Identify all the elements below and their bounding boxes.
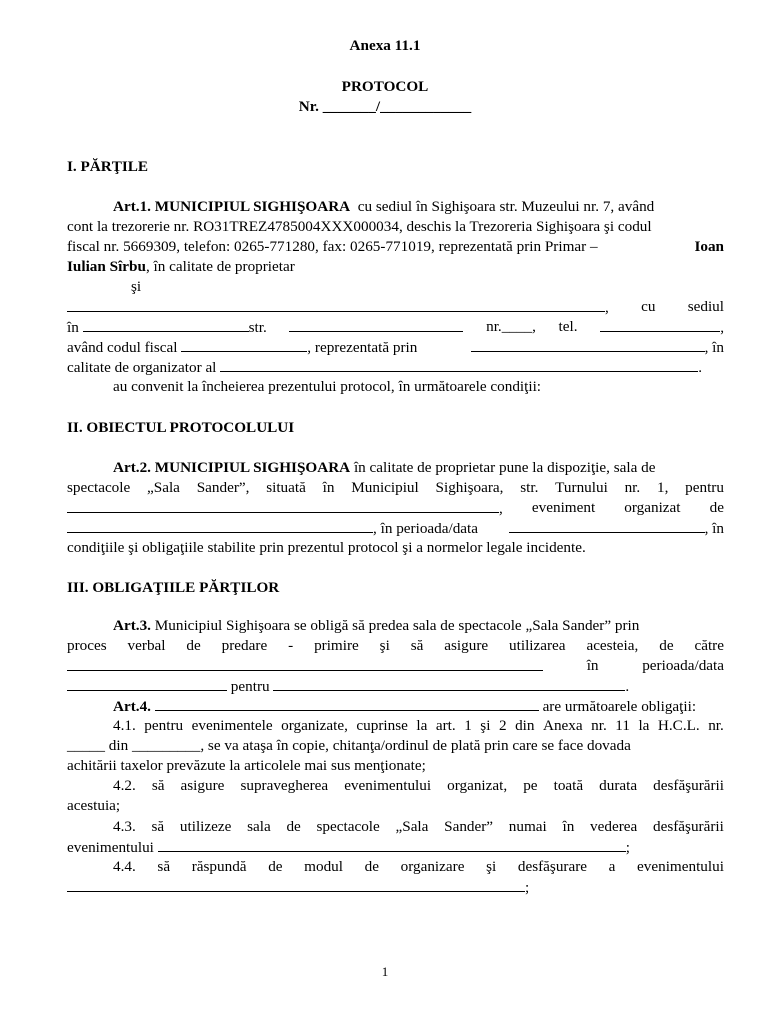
word: art. [435, 717, 456, 734]
word: utilizarea [509, 637, 566, 654]
in-word: în [67, 319, 79, 336]
party2-line2 [67, 317, 724, 337]
word: vederea [590, 818, 638, 835]
word: sala [247, 818, 271, 835]
period-date-blank [509, 518, 705, 533]
word: supravegherea [240, 777, 329, 794]
art1-line2: cont la trezorerie nr. RO31TREZ4785004XXX000034, deschis la Trezoreria Sighişoara şi codul [67, 218, 652, 235]
word: 2 [498, 717, 507, 734]
word: proces [67, 637, 107, 654]
word: eveniment [531, 499, 596, 516]
word: evenimentele [191, 717, 273, 734]
word: - [288, 637, 294, 654]
art2-line2 [67, 478, 724, 497]
semicolon: ; [525, 879, 530, 896]
art2-party: MUNICIPIUL SIGHIŞOARA [154, 459, 351, 476]
art1-line4 [67, 257, 295, 276]
section-heading-obligations: III. OBLIGAŢIILE PĂRŢILOR [67, 579, 280, 596]
protocol-number: Nr. _______/____________ [298, 98, 472, 115]
p41-line1 [113, 716, 724, 735]
word: evenimentului [637, 858, 724, 875]
art2-label: Art.2. [113, 459, 151, 476]
art1-mayor-first: Ioan [694, 238, 724, 255]
comma2: , [720, 319, 724, 336]
word: utilizeze [179, 818, 232, 835]
word: predare [221, 637, 268, 654]
word: primire [314, 637, 359, 654]
in-label: , în [704, 339, 724, 356]
word: situată [266, 479, 306, 496]
event-blank [158, 837, 626, 852]
and-word: şi [131, 278, 142, 295]
word: organizare [400, 858, 465, 875]
word: perioada/data [642, 657, 724, 674]
word: de [364, 858, 379, 875]
word: să [151, 777, 165, 794]
word: asigure [180, 777, 225, 794]
word: desfăşurării [653, 818, 724, 835]
word: „Sala [147, 479, 180, 496]
p42-line1 [113, 776, 724, 795]
art1-label: Art.1. [113, 198, 151, 215]
art1-line1-text: cu sediul în Sighişoara str. Muzeului nr. 7, având [357, 198, 655, 215]
word: în [322, 479, 335, 496]
word: organizate, [281, 717, 348, 734]
section-heading-parties: I. PĂRŢILE [67, 158, 149, 175]
party2-line4 [67, 357, 702, 377]
period-label: , în perioada/data [373, 520, 478, 537]
word: din [515, 717, 535, 734]
for-label: pentru [230, 678, 270, 695]
word: Sighişoara, [435, 479, 504, 496]
art3-line1-text: Municipiul Sighişoara se obligă să predea sala de spectacole „Sala Sander” prin [154, 617, 640, 634]
word: de [659, 637, 674, 654]
p43-line2 [67, 837, 630, 857]
art2-line3 [67, 498, 724, 518]
word: şi [379, 637, 390, 654]
word: 1 [464, 717, 472, 734]
word: Municipiul [351, 479, 419, 496]
nr-label: nr.____, [486, 318, 536, 335]
art1-line1 [113, 197, 654, 216]
word: 1, [656, 479, 669, 496]
word: de [286, 818, 301, 835]
word: modul [304, 858, 343, 875]
word: organizat, [447, 777, 508, 794]
word: 4.4. [113, 858, 136, 875]
word: toată [553, 777, 584, 794]
word: Turnului [555, 479, 608, 496]
word: 4.3. [113, 818, 136, 835]
word: de [709, 499, 724, 516]
art1-line3 [67, 237, 724, 256]
page-number: 1 [381, 964, 389, 979]
p41-line2: _____ din _________, se va ataşa în copie, chitanţa/ordinul de plată prin care se face dovada [67, 737, 631, 754]
word: şi [480, 717, 491, 734]
word: str. [520, 479, 539, 496]
word: în [562, 818, 575, 835]
word: Anexa [543, 717, 583, 734]
p43-line1 [113, 817, 724, 836]
art4-label: Art.4. [113, 698, 151, 715]
organizer-blank [220, 357, 698, 372]
word: spectacole [316, 818, 380, 835]
word: 4.1. [113, 717, 136, 734]
date-blank [67, 676, 227, 691]
word: „Sala [395, 818, 429, 835]
representative-blank [471, 337, 705, 352]
word: nr. [591, 717, 607, 734]
period: . [698, 359, 702, 376]
art1-party: MUNICIPIUL SIGHIŞOARA [154, 198, 351, 215]
art3-label: Art.3. [113, 617, 151, 634]
word: răspundă [191, 858, 247, 875]
agreement-line: au convenit la încheierea prezentului protocol, în următoarele condiţii: [113, 378, 542, 395]
event-name-blank [67, 518, 373, 533]
organizer-label: calitate de organizator al [67, 359, 217, 376]
city-blank [83, 317, 249, 332]
purpose-blank [273, 676, 625, 691]
with-word: cu [641, 298, 656, 315]
word: organizat [624, 499, 681, 516]
word: să [410, 637, 424, 654]
event-blank-2 [67, 877, 525, 892]
party2-name-blank [67, 297, 605, 312]
in-label: , în [704, 520, 724, 537]
word: de [268, 858, 283, 875]
comma: , [605, 299, 609, 316]
art4-party-blank [155, 696, 539, 711]
word: pentru [144, 717, 184, 734]
comma: , [499, 500, 503, 517]
word: cuprinse [356, 717, 408, 734]
word: numai [508, 818, 547, 835]
art1-line4-text: , în calitate de proprietar [145, 258, 295, 275]
p44-line2 [67, 877, 529, 897]
word: a [608, 858, 616, 875]
phone-blank [600, 317, 720, 332]
word: evenimentului [344, 777, 432, 794]
party2-line3 [67, 337, 724, 357]
word: către [694, 637, 724, 654]
word: nr. [708, 717, 724, 734]
word: Sander”, [196, 479, 250, 496]
art3-line4 [67, 676, 629, 696]
tel-label: tel. [558, 318, 578, 335]
section-heading-object: II. OBIECTUL PROTOCOLULUI [67, 419, 295, 436]
street-blank [289, 317, 463, 332]
art1-mayor-name: Iulian Sîrbu [67, 258, 146, 275]
p44-line1 [113, 857, 724, 876]
str-label: str. [248, 319, 267, 336]
fiscal-code-label: având codul fiscal [67, 339, 178, 356]
word: la [416, 717, 428, 734]
art3-line1 [113, 616, 639, 635]
word: 11 [615, 717, 630, 734]
word: desfăşurare [517, 858, 588, 875]
fiscal-code-blank [181, 337, 307, 352]
word: în [586, 657, 599, 674]
word: pentru [685, 479, 724, 496]
word: de [186, 637, 201, 654]
art2-line1-text: în calitate de proprietar pune la dispoziţie, sala de [353, 459, 656, 476]
recipient-blank [67, 656, 543, 671]
word: să [151, 818, 165, 835]
word: să [157, 858, 171, 875]
art4-text: are următoarele obligaţii: [542, 698, 697, 715]
p41-line3: achitării taxelor prevăzute la articolele mai sus menţionate; [67, 757, 426, 774]
organizer-name-blank [67, 498, 499, 513]
art4-line [113, 696, 696, 716]
word: nr. [624, 479, 641, 496]
word: acesteia, [586, 637, 639, 654]
word: la [638, 717, 650, 734]
semicolon: ; [625, 839, 630, 856]
word: pe [523, 777, 538, 794]
word: H.C.L. [657, 717, 700, 734]
art1-line3-text: fiscal nr. 5669309, telefon: 0265-771280, fax: 0265-771019, reprezentată prin Primar – [67, 238, 598, 255]
annex-label: Anexa 11.1 [349, 37, 421, 54]
represented-label: , reprezentată prin [307, 339, 418, 356]
word: Sander” [444, 818, 494, 835]
art2-line4 [67, 518, 724, 538]
word: desfăşurării [653, 777, 724, 794]
word: spectacole [67, 479, 131, 496]
party2-line1 [67, 297, 724, 317]
word: verbal [127, 637, 166, 654]
word: şi [486, 858, 497, 875]
art2-line1 [113, 458, 655, 477]
word: asigure [444, 637, 489, 654]
word: durata [599, 777, 638, 794]
art3-line3 [67, 656, 724, 675]
seat-word: sediul [687, 298, 724, 315]
art2-line5: condiţiile şi obligaţiile stabilite prin prezentul protocol şi a normelor legale incidente. [67, 539, 586, 556]
p42-line2: acestuia; [67, 797, 121, 814]
word: evenimentului [67, 839, 154, 856]
document-title: PROTOCOL [341, 78, 429, 95]
period: . [625, 678, 630, 695]
word: 4.2. [113, 777, 136, 794]
art3-line2 [67, 636, 724, 655]
